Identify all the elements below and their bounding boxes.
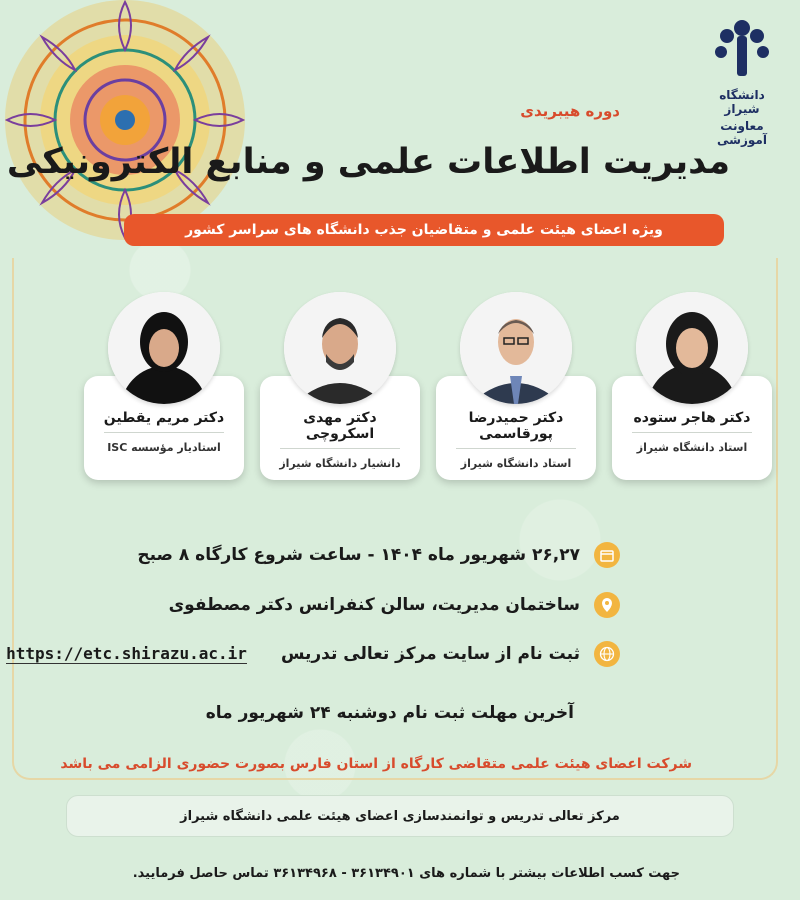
speaker-title: استاد دانشگاه شیراز bbox=[636, 441, 748, 454]
divider bbox=[280, 448, 400, 449]
course-type: دوره هیبریدی bbox=[520, 102, 620, 120]
organizer-box bbox=[66, 795, 734, 837]
logo-text-university: دانشگاه شیراز bbox=[719, 88, 765, 117]
info-registration bbox=[6, 641, 620, 667]
date-text: ۲۶,۲۷ شهریور ماه ۱۴۰۴ - ساعت شروع کارگاه ۸ صبح bbox=[137, 545, 580, 565]
subtitle-banner bbox=[124, 214, 724, 246]
person-icon bbox=[636, 292, 748, 404]
calendar-icon bbox=[594, 542, 620, 568]
registration-link[interactable]: https://etc.shirazu.ac.ir bbox=[6, 644, 247, 663]
person-icon bbox=[460, 292, 572, 404]
organizer-text: مرکز تعالی تدریس و توانمندسازی اعضای هیئت علمی دانشگاه شیراز bbox=[180, 808, 620, 824]
divider bbox=[456, 448, 576, 449]
notice-text: شرکت اعضای هیئت علمی متقاضی کارگاه از استان فارس بصورت حضوری الزامی می باشد bbox=[60, 756, 692, 772]
speaker-card-3 bbox=[260, 292, 420, 480]
speaker-title: استادیار مؤسسه ISC bbox=[107, 441, 221, 454]
speaker-card-1 bbox=[612, 292, 772, 480]
subtitle-text: ویژه اعضای هیئت علمی و متقاضیان جذب دانشگاه های سراسر کشور bbox=[185, 222, 663, 238]
person-icon bbox=[108, 292, 220, 404]
speaker-photo bbox=[460, 292, 572, 404]
speaker-name: دکتر حمیدرضا پورقاسمی bbox=[468, 410, 564, 442]
globe-icon bbox=[594, 641, 620, 667]
divider bbox=[104, 432, 224, 433]
person-icon bbox=[284, 292, 396, 404]
contact-text: جهت کسب اطلاعات بیشتر با شماره های ۳۶۱۳۴۹۰۱ - ۳۶۱۳۴۹۶۸ تماس حاصل فرمایید. bbox=[132, 866, 680, 881]
speaker-photo bbox=[636, 292, 748, 404]
speaker-card-2 bbox=[436, 292, 596, 480]
university-logo-icon bbox=[707, 12, 777, 82]
speaker-photo bbox=[284, 292, 396, 404]
location-text: ساختمان مدیریت، سالن کنفرانس دکتر مصطفوی bbox=[168, 595, 580, 615]
speaker-name: دکتر مهدی اسکروچی bbox=[303, 410, 377, 442]
speaker-card-4 bbox=[84, 292, 244, 480]
registration-text: ثبت نام از سایت مرکز تعالی تدریس bbox=[280, 644, 580, 664]
page-title: مدیریت اطلاعات علمی و منابع الکترونیکی bbox=[6, 142, 730, 182]
speaker-title: دانشیار دانشگاه شیراز bbox=[279, 457, 401, 470]
logo-text-office: معاونت آموزشی bbox=[717, 118, 767, 148]
speaker-photo bbox=[108, 292, 220, 404]
location-pin-icon bbox=[594, 592, 620, 618]
info-date bbox=[137, 542, 620, 568]
divider bbox=[632, 432, 752, 433]
info-location bbox=[169, 592, 620, 618]
university-logo bbox=[702, 12, 782, 148]
speaker-name: دکتر مریم یقطین bbox=[103, 410, 225, 426]
deadline-text: آخرین مهلت ثبت نام دوشنبه ۲۴ شهریور ماه bbox=[205, 703, 574, 723]
speaker-title: استاد دانشگاه شیراز bbox=[460, 457, 572, 470]
speaker-name: دکتر هاجر ستوده bbox=[633, 410, 751, 426]
